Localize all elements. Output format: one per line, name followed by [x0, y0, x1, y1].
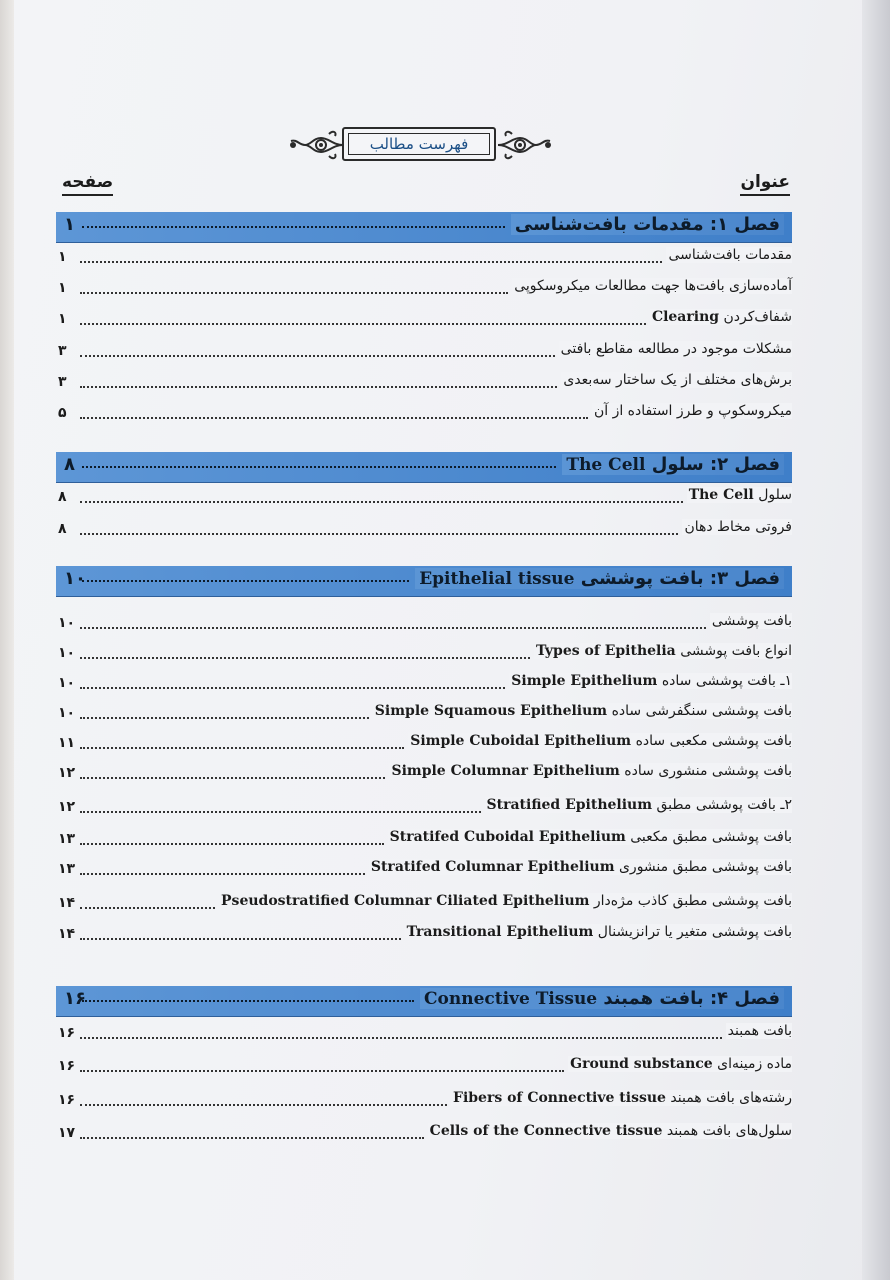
- entry-page-number: ۱۰: [58, 615, 76, 631]
- chapter-heading-2[interactable]: [56, 452, 792, 482]
- toc-entry[interactable]: [58, 893, 792, 915]
- chapter-title: [562, 454, 784, 475]
- leader-dots: [80, 717, 369, 719]
- entry-title: [559, 341, 792, 357]
- entry-title: [666, 247, 792, 263]
- page-column-underline: [62, 194, 113, 196]
- entry-title: [512, 278, 792, 294]
- leader-dots: [80, 777, 385, 779]
- entry-title: [650, 309, 792, 325]
- page-left-edge: [0, 0, 14, 1280]
- toc-entry[interactable]: [58, 733, 792, 755]
- entry-title: [568, 1056, 792, 1072]
- title-column-underline: [740, 194, 790, 196]
- chapter-leader-dots: [82, 1000, 414, 1002]
- entry-title-fa: سلول‌های بافت همبند: [666, 1123, 792, 1139]
- entry-page-number: ۱۶: [58, 1058, 76, 1074]
- page-column-text: صفحه: [62, 172, 114, 192]
- leader-dots: [80, 1070, 564, 1072]
- entry-title: [408, 733, 792, 749]
- leader-dots: [80, 747, 404, 749]
- entry-page-number: ۳: [58, 343, 67, 359]
- toc-entry[interactable]: [58, 763, 792, 785]
- entry-page-number: ۱: [58, 249, 67, 265]
- toc-entry[interactable]: [58, 278, 792, 300]
- entry-title-fa: بافت پوششی مطبق منشوری: [618, 859, 792, 875]
- entry-page-number: ۱۷: [58, 1125, 76, 1141]
- entry-title-fa: ماده زمینه‌ای: [717, 1056, 792, 1072]
- leader-dots: [80, 1137, 424, 1139]
- toc-entry[interactable]: [58, 613, 792, 635]
- leader-dots: [80, 292, 508, 294]
- entry-title: [405, 924, 792, 940]
- entry-title-en: Cells of the Connective tissue: [429, 1123, 663, 1139]
- chapter-leader-dots: [82, 580, 409, 582]
- entry-title: [561, 372, 792, 388]
- entry-title: [687, 487, 792, 503]
- toc-entry[interactable]: [58, 859, 792, 881]
- entry-title-fa: بافت پوششی مکعبی ساده: [635, 733, 792, 749]
- leader-dots: [80, 811, 481, 813]
- entry-title-en: Simple Squamous Epithelium: [374, 703, 608, 719]
- entry-page-number: ۱۰: [58, 645, 76, 661]
- entry-page-number: ۱۳: [58, 861, 76, 877]
- leader-dots: [80, 323, 646, 325]
- entry-title: [485, 797, 792, 813]
- entry-page-number: ۸: [58, 489, 67, 505]
- leader-dots: [80, 687, 505, 689]
- entry-page-number: ۱۳: [58, 831, 76, 847]
- entry-title-en: Simple Cuboidal Epithelium: [410, 733, 632, 749]
- toc-entry[interactable]: [58, 247, 792, 269]
- title-column-label: [740, 172, 790, 192]
- entry-title-en: Fibers of Connective tissue: [453, 1090, 666, 1106]
- toc-entry[interactable]: [58, 797, 792, 819]
- entry-page-number: ۳: [58, 374, 67, 390]
- entry-page-number: ۱۴: [58, 926, 76, 942]
- entry-title-fa: ۱ـ بافت پوششی ساده: [661, 673, 792, 689]
- page-column-label: [62, 172, 113, 192]
- entry-page-number: ۱۲: [58, 765, 76, 781]
- entry-title-fa: برش‌های مختلف از یک ساختار سه‌بعدی: [563, 372, 792, 388]
- entry-title: [219, 893, 792, 909]
- chapter-heading-1[interactable]: [56, 212, 792, 242]
- chapter-title-en: Epithelial tissue: [419, 569, 575, 589]
- entry-title-en: Pseudostratified Columnar Ciliated Epithelium: [221, 893, 590, 909]
- leader-dots: [80, 417, 588, 419]
- chapter-page-number: ۱: [64, 214, 75, 235]
- leader-dots: [80, 1104, 447, 1106]
- entry-page-number: ۸: [58, 521, 67, 537]
- toc-entry[interactable]: [58, 1056, 792, 1078]
- entry-title-en: Simple Epithelium: [511, 673, 658, 689]
- title-column-text: عنوان: [740, 172, 790, 192]
- entry-page-number: ۱۶: [58, 1025, 76, 1041]
- entry-page-number: ۱۶: [58, 1092, 76, 1108]
- toc-entry[interactable]: [58, 403, 792, 425]
- entry-title-fa: مشکلات موجود در مطالعه مقاطع بافتی: [560, 341, 792, 357]
- chapter-title: [511, 214, 784, 235]
- entry-title-fa: شفاف‌کردن: [723, 309, 792, 325]
- left-ornament-icon: [285, 126, 345, 164]
- entry-title: [710, 613, 792, 629]
- entry-page-number: ۱۴: [58, 895, 76, 911]
- entry-title-fa: بافت پوششی منشوری ساده: [624, 763, 792, 779]
- leader-dots: [80, 657, 530, 659]
- entry-title-en: Types of Epithelia: [536, 643, 676, 659]
- entry-title-fa: سلول: [758, 487, 792, 503]
- entry-title-en: Clearing: [651, 309, 720, 325]
- entry-title-fa: انواع بافت پوششی: [680, 643, 792, 659]
- leader-dots: [80, 501, 683, 503]
- entry-title-fa: میکروسکوپ و طرز استفاده از آن: [593, 403, 792, 419]
- entry-title-fa: بافت پوششی مطبق مکعبی: [630, 829, 792, 845]
- chapter-title-fa: فصل ۴: بافت همبند: [603, 988, 780, 1009]
- leader-dots: [80, 627, 706, 629]
- entry-title-fa: بافت پوششی سنگفرشی ساده: [611, 703, 792, 719]
- toc-entry[interactable]: [58, 519, 792, 541]
- toc-entry[interactable]: [58, 924, 792, 946]
- chapter-title: [420, 988, 784, 1009]
- entry-title: [726, 1023, 792, 1039]
- toc-entry[interactable]: [58, 1123, 792, 1145]
- entry-title: [592, 403, 792, 419]
- toc-title: فهرست مطالب: [369, 135, 469, 153]
- chapter-heading-4[interactable]: [56, 986, 792, 1016]
- entry-title: [451, 1090, 792, 1106]
- toc-entry[interactable]: [58, 1090, 792, 1112]
- entry-page-number: ۱۱: [58, 735, 76, 751]
- chapter-heading-3[interactable]: [56, 566, 792, 596]
- toc-entry[interactable]: [58, 372, 792, 394]
- leader-dots: [80, 907, 215, 909]
- toc-entry[interactable]: [58, 643, 792, 665]
- leader-dots: [80, 873, 365, 875]
- toc-entry[interactable]: [58, 1023, 792, 1045]
- chapter-title-en: Connective Tissue: [424, 989, 598, 1009]
- entry-page-number: ۱۰: [58, 705, 76, 721]
- entry-title-fa: بافت پوششی متغیر یا ترانزیشنال: [597, 924, 792, 940]
- toc-entry[interactable]: [58, 309, 792, 331]
- leader-dots: [80, 938, 401, 940]
- leader-dots: [80, 533, 678, 535]
- leader-dots: [80, 843, 384, 845]
- entry-page-number: ۱: [58, 280, 67, 296]
- page-right-edge: [862, 0, 890, 1280]
- chapter-title: [415, 568, 784, 589]
- entry-title-fa: فروتی مخاط دهان: [684, 519, 792, 535]
- toc-entry[interactable]: [58, 341, 792, 363]
- right-ornament-icon: [496, 126, 556, 164]
- toc-entry[interactable]: [58, 703, 792, 725]
- entry-title: [428, 1123, 792, 1139]
- entry-title-fa: آماده‌سازی بافت‌ها جهت مطالعات میکروسکوپی: [514, 278, 792, 294]
- leader-dots: [80, 1037, 722, 1039]
- leader-dots: [80, 261, 662, 263]
- entry-title-en: Transitional Epithelium: [406, 924, 594, 940]
- entry-page-number: ۱: [58, 311, 67, 327]
- leader-dots: [80, 386, 557, 388]
- entry-title-fa: ۲ـ بافت پوششی مطبق: [656, 797, 792, 813]
- entry-page-number: ۱۲: [58, 799, 76, 815]
- entry-page-number: ۵: [58, 405, 67, 421]
- chapter-title-fa: فصل ۱: مقدمات بافت‌شناسی: [514, 214, 780, 235]
- entry-title-fa: مقدمات بافت‌شناسی: [668, 247, 792, 263]
- toc-entry[interactable]: [58, 673, 792, 695]
- entry-page-number: ۱۰: [58, 675, 76, 691]
- chapter-page-number: ۸: [64, 454, 75, 475]
- toc-header-box: [342, 127, 496, 161]
- entry-title-en: The Cell: [688, 487, 754, 503]
- entry-title: [509, 673, 792, 689]
- entry-title-fa: بافت پوششی مطبق کاذب مژه‌دار: [593, 893, 792, 909]
- entry-title-en: Ground substance: [570, 1056, 713, 1072]
- chapter-title-fa: فصل ۳: بافت پوششی: [580, 568, 780, 589]
- toc-entry[interactable]: [58, 829, 792, 851]
- entry-title-fa: بافت پوششی: [711, 613, 792, 629]
- entry-title-en: Stratifed Columnar Epithelium: [370, 859, 615, 875]
- chapter-title-fa: فصل ۲: سلول: [651, 454, 780, 475]
- entry-title: [388, 829, 792, 845]
- leader-dots: [80, 355, 555, 357]
- entry-title-en: Stratified Epithelium: [486, 797, 653, 813]
- chapter-leader-dots: [82, 466, 556, 468]
- entry-title-fa: رشته‌های بافت همبند: [670, 1090, 792, 1106]
- entry-title-fa: بافت همبند: [727, 1023, 792, 1039]
- entry-title: [682, 519, 792, 535]
- entry-title: [534, 643, 792, 659]
- entry-title-en: Simple Columnar Epithelium: [391, 763, 620, 779]
- toc-entry[interactable]: [58, 487, 792, 509]
- entry-title: [373, 703, 792, 719]
- chapter-title-en: The Cell: [566, 455, 646, 475]
- entry-title: [389, 763, 792, 779]
- entry-title: [369, 859, 792, 875]
- chapter-page-number: ۱۰: [64, 568, 86, 589]
- entry-title-en: Stratifed Cuboidal Epithelium: [389, 829, 626, 845]
- chapter-page-number: ۱۶: [64, 988, 86, 1009]
- chapter-leader-dots: [82, 226, 505, 228]
